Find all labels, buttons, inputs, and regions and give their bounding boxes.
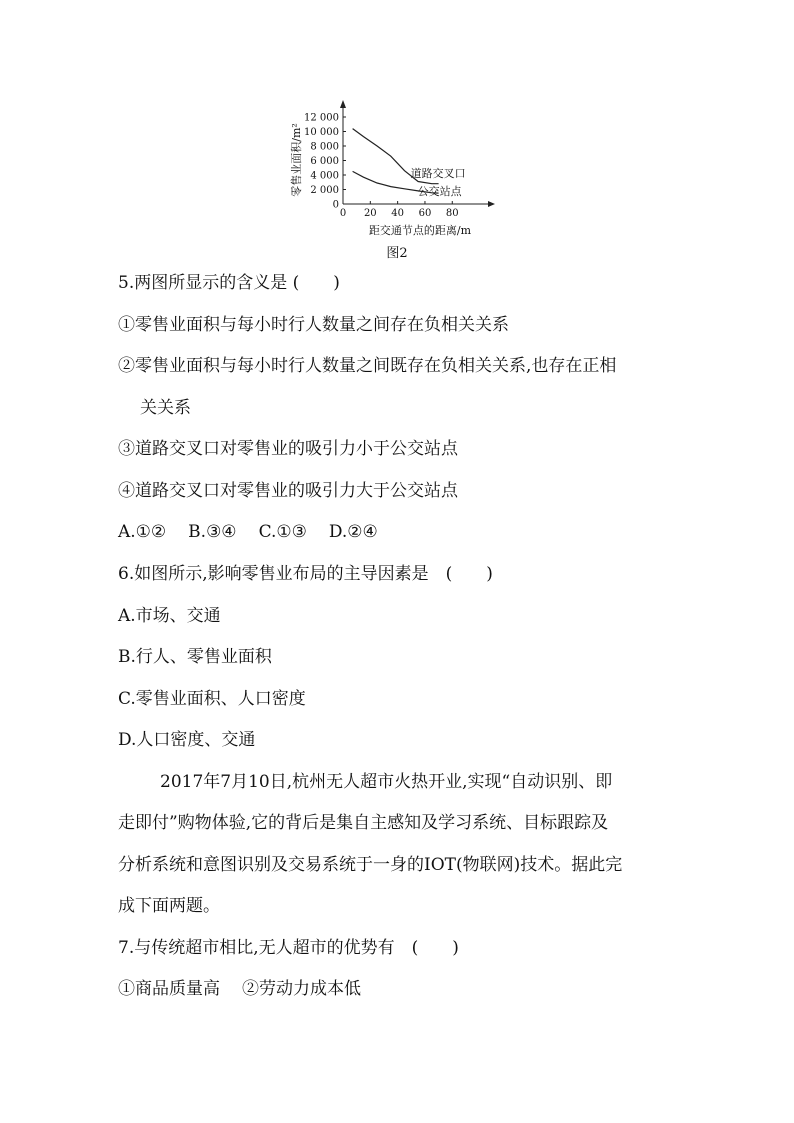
q6-stem: 6.如图所示,影响零售业布局的主导因素是 ( ) [118,564,493,584]
series-label-1: 道路交叉口 [410,167,466,180]
q6-option-a[interactable]: A.市场、交通 [118,606,221,626]
q5-option-b[interactable]: B.③④ [188,522,237,542]
x-axis-arrow [488,201,495,207]
series-label-2: 公交站点 [417,185,462,198]
q5-statement-1: ①零售业面积与每小时行人数量之间存在负相关关系 [118,315,509,335]
y-tick-label: 2 000 [310,185,339,196]
figure-caption: 图2 [386,246,408,261]
y-tick-label: 12 000 [304,112,339,124]
x-tick-label: 80 [445,208,459,219]
x-tick-label: 60 [418,208,432,219]
q5-statement-2: ②零售业面积与每小时行人数量之间既存在负相关关系,也存在正相 [118,356,617,376]
retail-area-chart [0,0,794,240]
passage-line-3: 分析系统和意图识别及交易系统于一身的IOT(物联网)技术。据此完 [118,855,623,875]
q5-option-a[interactable]: A.①② [118,522,167,542]
y-tick-label: 6 000 [310,156,339,167]
q5-options [118,522,378,543]
x-tick-label: 0 [339,208,347,219]
y-axis-label: 零售业面积/m² [290,123,303,197]
y-tick-label: 8 000 [310,141,339,153]
y-tick-label: 0 [332,199,339,211]
q7-statement-2: ②劳动力成本低 [242,979,361,999]
q7-statement-1: ①商品质量高 [118,979,220,999]
passage-line-4: 成下面两题。 [118,896,220,916]
q5-stem: 5.两图所显示的含义是 ( ) [118,273,340,293]
figure-2 [0,0,794,270]
y-tick-label: 10 000 [304,127,339,138]
q7-statements [118,979,361,1000]
y-axis-arrow [340,100,346,108]
q6-option-d[interactable]: D.人口密度、交通 [118,730,256,750]
x-tick-label: 20 [363,208,377,219]
passage-line-1: 2017年7月10日,杭州无人超市火热开业,实现“自动识别、即 [160,772,613,792]
q7-stem: 7.与传统超市相比,无人超市的优势有 ( ) [118,938,459,958]
q5-statement-2-cont: 关关系 [140,398,191,418]
x-axis-label: 距交通节点的距离/m [368,224,472,237]
q6-option-b[interactable]: B.行人、零售业面积 [118,647,272,667]
q5-statement-4: ④道路交叉口对零售业的吸引力大于公交站点 [118,481,458,501]
y-tick-label: 4 000 [310,170,339,182]
x-tick-label: 40 [391,208,405,219]
passage-line-2: 走即付”购物体验,它的背后是集自主感知及学习系统、目标跟踪及 [118,813,609,833]
q5-statement-3: ③道路交叉口对零售业的吸引力小于公交站点 [118,439,458,459]
q5-option-c[interactable]: C.①③ [258,522,307,542]
q6-option-c[interactable]: C.零售业面积、人口密度 [118,689,306,709]
q5-option-d[interactable]: D.②④ [328,522,378,542]
